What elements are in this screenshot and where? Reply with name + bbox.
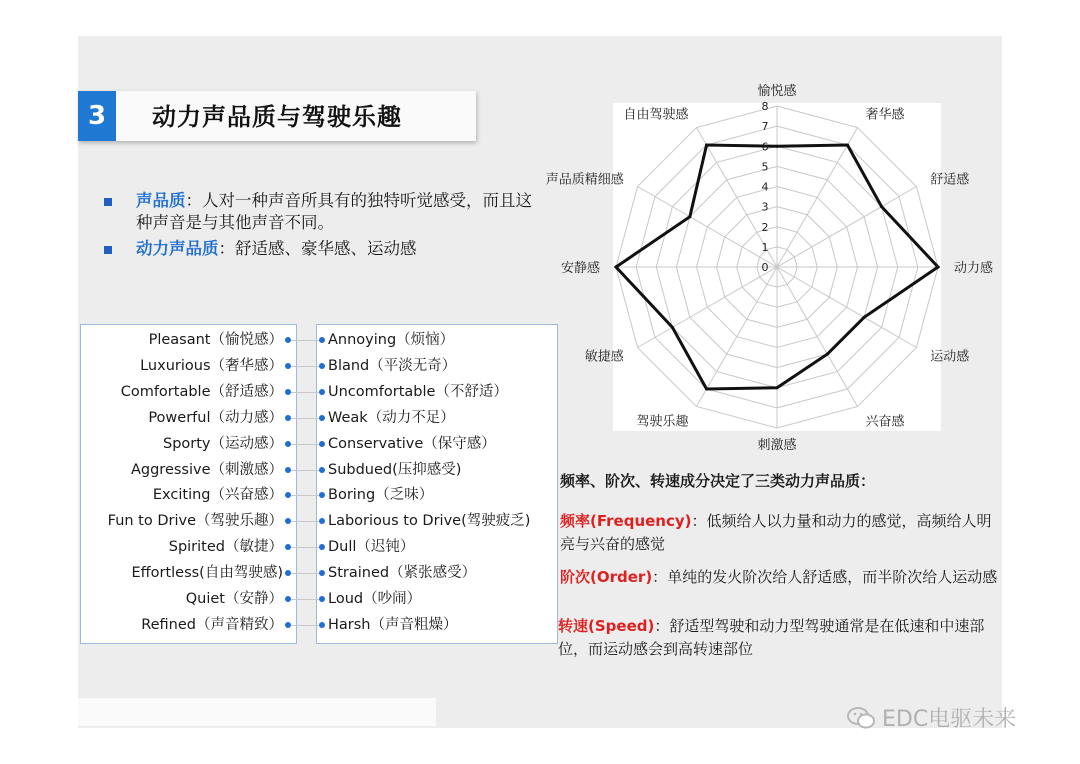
connector-line — [291, 470, 319, 471]
para-key: 频率(Frequency) — [560, 512, 692, 530]
connector-line — [291, 444, 319, 445]
connector-line — [291, 573, 319, 574]
positive-word: Spirited（敏捷） — [168, 539, 283, 556]
radar-axis-label: 安静感 — [560, 261, 600, 276]
radar-point — [863, 316, 866, 319]
negative-word: Conservative（保守感） — [328, 435, 496, 452]
determine-heading: 频率、阶次、转速成分决定了三类动力声品质： — [560, 472, 876, 490]
bullet-text: 舒适感、豪华感、运动感 — [235, 239, 417, 258]
radar-axis-label: 驾驶乐趣 — [636, 414, 689, 430]
radar-tick-label: 3 — [761, 200, 769, 214]
negative-word: Uncomfortable（不舒适） — [328, 383, 508, 400]
negative-word: Harsh（声音粗燥） — [328, 616, 458, 633]
radar-point — [705, 388, 708, 391]
para-sep: ： — [691, 512, 707, 530]
radar-point — [705, 143, 708, 146]
connector-line — [291, 392, 319, 393]
positive-word: Exciting（兴奋感） — [152, 487, 283, 504]
positive-word: Aggressive（刺激感） — [130, 461, 283, 478]
positive-word: Refined（声音精致） — [141, 616, 283, 633]
radar-point — [880, 205, 883, 208]
negative-word: Loud（吵闹） — [328, 591, 422, 607]
positive-word: Luxurious（奢华感） — [140, 357, 283, 374]
negative-word: Strained（紧张感受） — [328, 565, 477, 582]
bullet-keyword: 动力声品质 — [136, 239, 219, 258]
negative-word: Bland（平淡无奇） — [328, 357, 457, 374]
connector-line — [291, 625, 319, 626]
negative-word: Laborious to Drive(驾驶疲乏) — [328, 513, 531, 530]
connector-line — [291, 366, 319, 367]
slide-title: 动力声品质与驾驶乐趣 — [152, 103, 402, 131]
connector-line — [291, 418, 319, 419]
radar-point — [937, 266, 940, 269]
bullet-power-sound-quality — [100, 238, 540, 260]
connector-line — [291, 495, 319, 496]
radar-axis-label: 自由驾驶感 — [623, 107, 689, 123]
radar-axis-label: 声品质精细感 — [545, 172, 624, 188]
connector-dot — [319, 441, 325, 447]
connector-dot — [319, 337, 325, 343]
negative-word: Weak（动力不足） — [328, 409, 455, 426]
radar-axis-label: 刺激感 — [757, 438, 797, 453]
bullet-sound-quality — [100, 190, 540, 234]
connector-dot — [319, 363, 325, 369]
radar-tick-label: 0 — [761, 261, 769, 274]
para-key: 阶次(Order) — [560, 568, 653, 586]
radar-point — [776, 145, 779, 148]
radar-tick-label: 8 — [761, 100, 769, 113]
bullet-sep: ： — [218, 239, 235, 258]
radar-tick-label: 6 — [761, 140, 769, 154]
radar-axis-label: 愉悦感 — [757, 84, 797, 99]
radar-tick-label: 5 — [761, 160, 769, 174]
connector-dot — [319, 622, 325, 628]
para-text: 低频给人以力量和动力的感觉，高频给人明亮与兴奋的感觉 — [560, 512, 992, 553]
positive-word: Quiet（安静） — [185, 591, 283, 607]
radar-axis-label: 动力感 — [954, 261, 994, 276]
paragraph-speed — [558, 615, 998, 661]
connector-line — [291, 340, 319, 341]
connector-line — [291, 599, 319, 600]
radar-point — [846, 143, 849, 146]
paragraph-order — [560, 566, 1000, 589]
radar-point — [671, 326, 674, 329]
radar-tick-label: 1 — [761, 240, 769, 254]
footer-strip — [78, 698, 436, 726]
positive-word: Pleasant（愉悦感） — [148, 332, 283, 348]
brand-watermark — [846, 702, 1016, 733]
radar-point — [615, 266, 618, 269]
positive-word: Effortless(自由驾驶感) — [131, 565, 283, 582]
paragraph-frequency — [560, 510, 1000, 556]
connector-line — [291, 521, 319, 522]
para-sep: ： — [652, 568, 668, 586]
negative-word: Subdued(压抑感受) — [328, 461, 462, 478]
radar-tick-label: 4 — [761, 180, 769, 194]
negative-word: Boring（乏味） — [328, 487, 434, 504]
positive-word: Sporty（运动感） — [162, 435, 283, 452]
radar-point — [688, 215, 691, 218]
bullet-keyword: 声品质 — [136, 191, 186, 210]
negative-word: Annoying（烦恼） — [328, 332, 455, 348]
radar-point — [826, 353, 829, 356]
positive-word: Comfortable（舒适感） — [120, 383, 283, 400]
connector-dot — [319, 596, 325, 602]
para-text: 单纯的发火阶次给人舒适感，而半阶次给人运动感 — [667, 568, 998, 586]
bullet-sep: ： — [185, 191, 202, 210]
bullet-text: 人对一种声音所具有的独特听觉感受，而且这种声音是与其他声音不同。 — [136, 191, 532, 232]
square-bullet-icon — [104, 246, 112, 254]
negative-word: Dull（迟钝） — [328, 539, 415, 556]
square-bullet-icon — [104, 198, 112, 206]
para-text: 舒适型驾驶和动力型驾驶通常是在低速和中速部位，而运动感会到高转速部位 — [558, 617, 985, 658]
radar-axis-label: 运动感 — [930, 349, 970, 365]
radar-axis-label: 舒适感 — [930, 172, 970, 188]
section-number: 3 — [78, 91, 116, 141]
connector-line — [291, 547, 319, 548]
connector-dot — [319, 467, 325, 473]
radar-axis-label: 兴奋感 — [865, 414, 905, 430]
radar-tick-label: 2 — [761, 220, 769, 234]
radar-point — [776, 386, 779, 389]
brand-text: EDC电驱未来 — [882, 707, 1017, 732]
radar-chart — [545, 72, 1006, 462]
positive-word: Fun to Drive（驾驶乐趣） — [107, 513, 283, 530]
radar-axis-label: 奢华感 — [865, 107, 905, 123]
para-sep: ： — [654, 617, 670, 635]
definition-bullets — [100, 190, 540, 264]
connector-dot — [319, 415, 325, 421]
wechat-icon — [846, 706, 876, 730]
radar-axis-label: 敏捷感 — [584, 349, 624, 365]
positive-word: Powerful（动力感） — [148, 409, 283, 426]
para-key: 转速(Speed) — [558, 617, 655, 635]
radar-tick-label: 7 — [761, 120, 769, 134]
connector-dot — [319, 389, 325, 395]
